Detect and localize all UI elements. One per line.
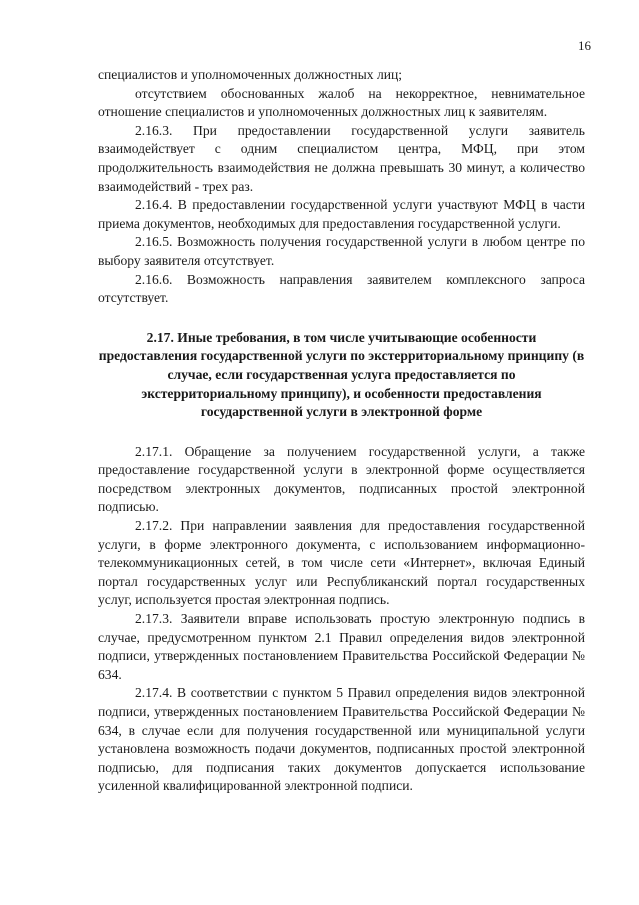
section-heading-2-17: 2.17. Иные требования, в том числе учитывающие особенности предоставления государственной услуги по экстерриториальному принципу (в случае, если государственная услуга предоставляется по экстерриториальному принципу), и особенности предоставления государственной услуги в электронной форме — [98, 329, 585, 420]
paragraph: 2.16.3. При предоставлении государственной услуги заявитель взаимодействует с одним специалистом центра, МФЦ, при этом продолжительность взаимодействия не должна превышать 30 минут, а количество взаимодействий - трех раз. — [98, 122, 585, 194]
paragraph: 2.17.3. Заявители вправе использовать простую электронную подпись в случае, предусмотренном пунктом 2.1 Правил определения видов электронной подписи, утвержденных постановлением Правительства Российской Федерации № 634. — [98, 611, 585, 682]
paragraph: 2.17.1. Обращение за получением государственной услуги, а также предоставление государственной услуги в электронной форме осуществляется посредством электронных документов, подписанных простой электронной подписью. — [98, 443, 585, 515]
document-body — [98, 66, 585, 796]
paragraph-group-2-16 — [98, 66, 585, 308]
paragraph: 2.16.4. В предоставлении государственной услуги участвуют МФЦ в части приема документов, необходимых для предоставления государственной услуги. — [98, 197, 585, 231]
page-number: 16 — [578, 38, 591, 53]
paragraph: специалистов и уполномоченных должностных лиц; — [98, 67, 403, 82]
paragraph: 2.17.2. При направлении заявления для предоставления государственной услуги, в форме электронного документа, с использованием информационно-телекоммуникационных сетей, в том числе сети «Интернет», включая Единый портал государственных услуг или Республиканский портал государственных услуг, используется простая электронная подпись. — [98, 518, 585, 608]
paragraph: отсутствием обоснованных жалоб на некорректное, невнимательное отношение специалистов и уполномоченных должностных лиц к заявителям. — [98, 85, 585, 120]
paragraph: 2.16.5. Возможность получения государственной услуги в любом центре по выбору заявителя отсутствует. — [98, 234, 585, 268]
paragraph: 2.17.4. В соответствии с пунктом 5 Правил определения видов электронной подписи, утвержденных постановлением Правительства Российской Федерации № 634, в случае если для получения государственной или муниципальной услуги установлена возможность подачи документов, подписанных простой электронной подписью, для подписания таких документов допускается использование усиленной квалифицированной электронной подписи. — [98, 685, 585, 794]
paragraph: 2.16.6. Возможность направления заявителем комплексного запроса отсутствует. — [98, 271, 585, 306]
paragraph-group-2-17 — [98, 443, 585, 796]
